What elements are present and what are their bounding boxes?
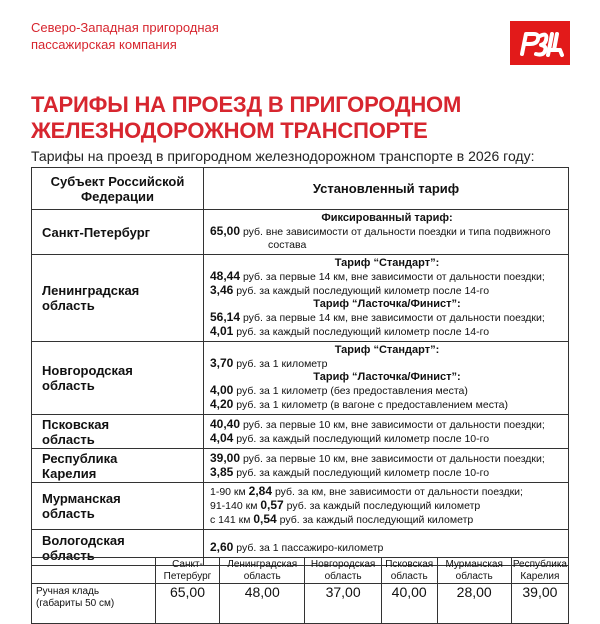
subject-name-line2: Карелия xyxy=(42,465,97,481)
tariff-line xyxy=(210,541,564,555)
subject-name-line2: область xyxy=(42,547,95,563)
tariff-description: руб. за каждый последующий километр после 10-го xyxy=(236,466,490,479)
subject-cell xyxy=(32,342,204,415)
tariff-description: руб. за первые 14 км, вне зависимости от дальности поездки; xyxy=(242,312,545,324)
baggage-header-line2: Петербург xyxy=(163,570,212,582)
tariff-line xyxy=(210,418,564,432)
tariff-description: руб. за 1 пассажиро-километр xyxy=(236,541,384,554)
column-header-subject xyxy=(32,168,204,210)
tariff-line xyxy=(210,513,564,527)
tariff-line xyxy=(210,432,564,446)
baggage-header-murmansk xyxy=(437,558,511,584)
column-header-subject-line1: Субъект Российской xyxy=(50,173,185,189)
subject-name-line1: Республика xyxy=(42,450,118,466)
distance-range: 1-90 км xyxy=(210,486,246,498)
baggage-header-line2: область xyxy=(455,570,493,582)
rzd-logo xyxy=(510,21,570,65)
tariff-name: Тариф “Стандарт”: xyxy=(334,257,440,269)
tariff-cell xyxy=(204,255,569,342)
tariff-value: 0,57 xyxy=(260,498,284,512)
tariff-description: руб. за каждый последующий километр xyxy=(279,514,474,526)
baggage-header-line1: Псковская xyxy=(385,558,434,570)
tariff-cell xyxy=(204,210,569,255)
tariff-value: 0,54 xyxy=(253,512,277,526)
baggage-header-leningrad xyxy=(220,558,305,584)
company-name xyxy=(31,19,219,53)
subject-name-line1: Псковская xyxy=(42,416,110,432)
tariff-description: руб. за первые 14 км, вне зависимости от дальности поездки; xyxy=(242,271,545,283)
page-title-line2: ЖЕЛЕЗНОДОРОЖНОМ ТРАНСПОРТЕ xyxy=(31,118,428,143)
baggage-header-row xyxy=(32,558,569,584)
tariff-line xyxy=(210,284,564,298)
tariff-value: 4,00 xyxy=(210,383,234,397)
tariff-name: Тариф “Ласточка/Финист”: xyxy=(313,371,461,383)
tariff-value: 2,60 xyxy=(210,539,234,554)
tariff-description: руб. за 1 километр xyxy=(236,358,328,370)
tariff-description: руб. за каждый последующий километр xyxy=(286,500,481,512)
table-row xyxy=(32,255,569,342)
baggage-header-line1: Мурманская xyxy=(445,558,503,570)
tariff-name: Тариф “Ласточка/Финист”: xyxy=(313,298,461,310)
baggage-header-line1: Новгородская xyxy=(310,558,376,570)
tariff-value: 48,44 xyxy=(210,269,241,283)
baggage-value: 40,00 xyxy=(381,584,437,624)
tariff-description: руб. за 1 километр (в вагоне с предоставлением места) xyxy=(236,399,508,411)
baggage-header-pskov xyxy=(381,558,437,584)
tariff-line xyxy=(210,499,564,513)
baggage-header-line1: Ленинградская xyxy=(227,558,298,570)
subject-cell xyxy=(32,255,204,342)
tariff-description: руб. вне зависимости от дальности поездки и типа подвижного xyxy=(242,226,551,238)
tariff-line xyxy=(210,466,564,480)
subject-cell xyxy=(32,210,204,255)
baggage-value: 28,00 xyxy=(437,584,511,624)
distance-range: 91-140 км xyxy=(210,500,258,512)
subject-cell xyxy=(32,415,204,449)
subject-name-line2: область xyxy=(42,506,95,521)
page-title-line1: ТАРИФЫ НА ПРОЕЗД В ПРИГОРОДНОМ xyxy=(31,92,462,117)
tariff-line xyxy=(210,325,564,339)
baggage-header-line1: Санкт- xyxy=(172,558,203,570)
tariff-cell xyxy=(204,449,569,483)
tariff-value: 3,46 xyxy=(210,283,234,297)
baggage-value: 65,00 xyxy=(155,584,219,624)
tariff-value: 56,14 xyxy=(210,310,241,324)
tariff-line xyxy=(210,270,564,284)
tariff-cell xyxy=(204,415,569,449)
baggage-value: 39,00 xyxy=(511,584,568,624)
tariff-value: 65,00 xyxy=(210,224,241,238)
subject-name: Санкт-Петербург xyxy=(42,224,151,240)
baggage-value: 37,00 xyxy=(305,584,381,624)
tariff-description: руб. за первые 10 км, вне зависимости от дальности поездки; xyxy=(242,452,545,465)
table-row xyxy=(32,342,569,415)
baggage-header-line1: Республика xyxy=(512,558,567,570)
subject-name-line1: Новгородская xyxy=(42,363,133,378)
tariff-description: руб. за каждый последующий километр после 14-го xyxy=(236,285,490,297)
tariff-value: 3,85 xyxy=(210,464,234,479)
table-row xyxy=(32,449,569,483)
table-header-row xyxy=(32,168,569,210)
tariff-value: 39,00 xyxy=(210,450,241,465)
table-row xyxy=(32,210,569,255)
baggage-row xyxy=(32,584,569,624)
baggage-header-karelia xyxy=(511,558,568,584)
tariff-line xyxy=(210,452,564,466)
table-row xyxy=(32,483,569,530)
company-name-line1: Северо-Западная пригородная xyxy=(31,20,219,35)
baggage-header-empty xyxy=(32,558,156,584)
column-header-subject-line2: Федерации xyxy=(81,188,154,204)
baggage-header-spb xyxy=(155,558,219,584)
tariff-value: 2,84 xyxy=(248,484,273,498)
subject-cell xyxy=(32,483,204,530)
baggage-header-line2: область xyxy=(390,570,428,582)
subject-name-line1: Вологодская xyxy=(42,532,125,548)
tariff-value: 4,01 xyxy=(210,324,234,338)
tariff-value: 4,20 xyxy=(210,397,234,411)
baggage-header-line2: Карелия xyxy=(520,570,560,582)
tariff-line xyxy=(210,485,564,499)
tariff-line xyxy=(210,357,564,371)
tariff-value: 4,04 xyxy=(210,430,234,445)
tariff-description: руб. за каждый последующий километр после 14-го xyxy=(236,326,490,338)
subject-name-line1: Ленинградская xyxy=(42,283,140,298)
tariff-description: руб. за км, вне зависимости от дальности поездки; xyxy=(274,486,523,498)
baggage-header-novgorod xyxy=(305,558,381,584)
subject-name-line2: область xyxy=(42,431,95,447)
tariff-description: руб. за каждый последующий километр после 10-го xyxy=(236,432,490,445)
baggage-header-line2: область xyxy=(243,570,281,582)
baggage-value: 48,00 xyxy=(220,584,305,624)
rzd-logo-icon xyxy=(510,21,570,65)
tariff-cell xyxy=(204,483,569,530)
baggage-row-label-line1: Ручная кладь xyxy=(36,586,100,597)
tariff-description: руб. за первые 10 км, вне зависимости от дальности поездки; xyxy=(242,418,545,431)
subject-name-line2: область xyxy=(42,378,95,393)
table-row xyxy=(32,415,569,449)
baggage-header-line2: область xyxy=(324,570,362,582)
tariff-line xyxy=(210,384,564,398)
page-title xyxy=(31,92,461,144)
tariff-line-continuation: состава xyxy=(268,239,307,251)
subject-name-line2: область xyxy=(42,298,95,313)
page-subtitle: Тарифы на проезд в пригородном железнодорожном транспорте в 2026 году: xyxy=(31,148,535,164)
tariff-cell xyxy=(204,342,569,415)
tariff-value: 3,70 xyxy=(210,356,234,370)
column-header-tariff: Установленный тариф xyxy=(204,168,569,210)
company-name-line2: пассажирская компания xyxy=(31,37,177,52)
baggage-row-label-line2: (габариты 50 см) xyxy=(36,598,115,609)
subject-cell xyxy=(32,449,204,483)
distance-range: с 141 км xyxy=(210,514,251,526)
tariff-line xyxy=(210,398,564,412)
tariff-table xyxy=(31,167,569,566)
tariff-name: Фиксированный тариф: xyxy=(321,212,453,224)
tariff-line xyxy=(210,311,564,325)
tariff-value: 40,40 xyxy=(210,416,241,431)
tariff-line xyxy=(210,225,564,239)
tariff-description: руб. за 1 километр (без предоставления места) xyxy=(236,385,468,397)
baggage-row-label xyxy=(32,584,156,624)
tariff-name: Тариф “Стандарт”: xyxy=(334,344,440,356)
baggage-table xyxy=(31,557,569,624)
subject-name-line1: Мурманская xyxy=(42,491,121,506)
